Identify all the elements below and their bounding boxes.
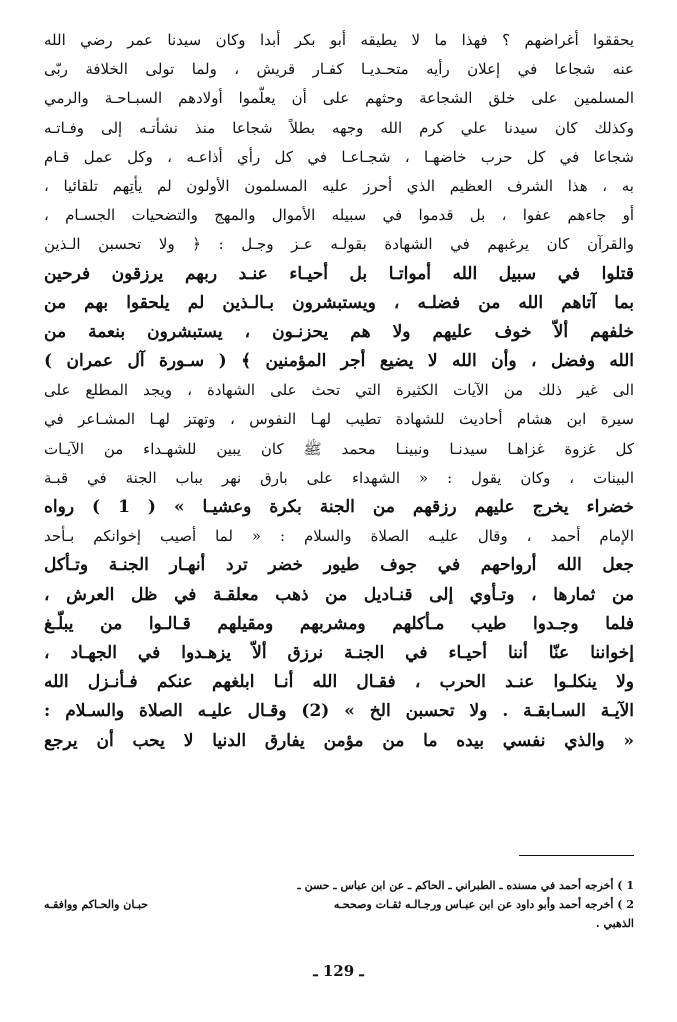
text-line: البينات ، وكان يقول : « الشهداء على بارق نهر بباب الجنة في قبـة	[44, 468, 634, 487]
page-body	[44, 26, 634, 756]
text-line: الإمام أحمد ، وقال عليـه الصلاة والسلام : « لما أصيب إخوانكم بـأحد	[44, 527, 634, 546]
footnote-text: 1 ) أخرجه أحمد في مسنده ـ الطبراني ـ الحاكم ـ عن ابن عباس ـ حسن ـ	[297, 879, 634, 892]
text-line: إخواننا عنّا أننا أحيـاء في الجنـة نرزق ألاّ يزهـدوا في الجهـاد ،	[44, 642, 634, 663]
text-line: فلما وجـدوا طيب مـأكلهم ومشربهم ومقيلهم قـالـوا من يبلّـغ	[44, 613, 634, 634]
footnote-line	[44, 895, 634, 914]
footnote-line	[44, 914, 634, 933]
text-line: من ثمارها ، وتـأوي إلى قنـاديل من ذهب معلقـة في ظل العرش ،	[44, 584, 634, 605]
text-line: « والذي نفسي بيده ما من مؤمن يفارق الدنيا لا يحب أن يرجع	[44, 730, 634, 751]
footnote-line	[44, 876, 634, 895]
text-line: به ، هذا الشرف العظيم الذي أحرز عليه المسلمون الأولون لم يأتِهم تلقائيا ،	[44, 176, 634, 195]
text-line: الله وفضل ، وأن الله لا يضيع أجر المؤمنين ﴾ ( سـورة آل عمران )	[44, 351, 634, 372]
text-line: شجاعا في كل حرب خاضهـا ، شجـاعـا في كل رأي أذاعـه ، وكل عمل قـام	[44, 147, 634, 166]
text-line: جعل الله أرواحهم في جوف طيور خضر ترد أنهـار الجنـة وتـأكل	[44, 555, 634, 576]
text-line: الآيـة السـابقـة . ولا تحسبن الخ » (2) وقـال عليـه الصلاة والسـلام :	[44, 701, 634, 722]
text-line: عنه شجاعا في إعلان رأيه متحـديـا كفـار قريش ، ولما تولى الخلافة ربّى	[44, 60, 634, 79]
page-number: ـ 129 ـ	[313, 962, 364, 980]
text-line: المسلمين على خلق الشجاعة وحثهم على أن يعلّموا أولادهم السبـاحـة والرمي	[44, 89, 634, 108]
footnote-continuation: حبـان والحـاكم ووافقـه	[44, 898, 149, 911]
text-line: سيرة ابن هشام أحاديث للشهادة تطيب لهـا النفوس ، وتهتز لهـا المشـاعر في	[44, 410, 634, 429]
text-line: قتلوا في سبيل الله أمواتـا بل أحيـاء عنـد ربهم يرزقون فرحين	[44, 263, 634, 284]
footnotes	[44, 876, 634, 933]
text-line: خضراء يخرج عليهم رزقهم من الجنة بكرة وعشيـا » ( 1 ) رواه	[44, 497, 634, 517]
text-line: الى غير ذلك من الآيات الكثيرة التي تحث على الشهادة ، ويجد المطلع على	[44, 381, 634, 400]
footnote-divider	[519, 855, 634, 856]
footnote-text: 2 ) أخرجه أحمد وأبو داود عن ابن عبـاس ورجـالـه ثقـات وصححـه	[333, 898, 634, 911]
text-line: خلفهم ألاّ خوف عليهم ولا هم يحزنـون ، يستبشرون بنعمة من	[44, 321, 634, 342]
text-line: ولا ينكلـوا عنـد الحرب ، فقـال الله أنـا ابلغهم عنكم فـأنـزل الله	[44, 672, 634, 693]
text-line: كل غزوة غزاهـا سيدنـا ونبينـا محمد ﷺ كان يبين للشهـداء من الآيـات	[44, 439, 634, 458]
text-line: بما آتاهم الله من فضلـه ، ويستبشرون بـالـذين لم يلحقوا بهم من	[44, 292, 634, 313]
footnote-text: الذهبي .	[595, 917, 634, 930]
text-line: وكذلك كان سيدنا علي كرم الله وجهه بطلاً شجاعا منذ نشأتـه إلى وفـاتـه	[44, 118, 634, 137]
text-line: يحققوا أغراضهم ؟ فهذا ما لا يطيقه أبو بكر أبدا وكان سيدنا عمر رضي الله	[44, 31, 634, 49]
text-line: والقرآن كان يرغبهم في الشهادة بقولـه عـز وجـل : ﴿ ولا تحسبن الـذين	[44, 235, 634, 254]
text-line: أو جاءهم عفوا ، بل قدموا في سبيله الأموال والمهج والتضحيات الجسـام ،	[44, 206, 634, 225]
